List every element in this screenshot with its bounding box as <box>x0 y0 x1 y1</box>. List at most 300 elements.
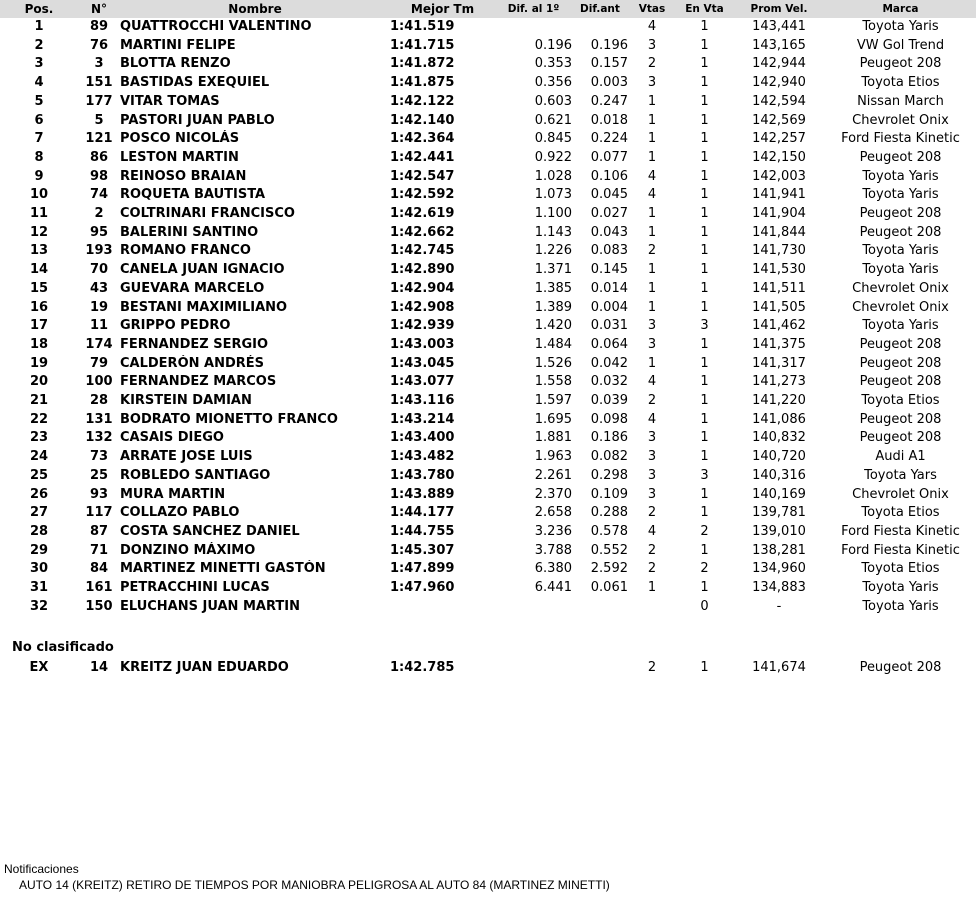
cell-name: CASAIS DIEGO <box>120 430 224 446</box>
cell-prom: 141,317 <box>752 355 806 371</box>
cell-vtas: 1 <box>647 149 657 165</box>
cell-envta: 1 <box>700 93 709 109</box>
cell-best: 1:43.780 <box>390 467 455 483</box>
cell-marca: Toyota Yaris <box>862 580 939 596</box>
cell-marca: Peugeot 208 <box>859 149 942 165</box>
unclassified-table <box>0 658 976 677</box>
cell-pos: 28 <box>29 523 49 539</box>
cell-prom: 141,505 <box>752 299 806 315</box>
cell-difant <box>572 18 628 37</box>
cell-dif1 <box>495 18 572 37</box>
cell-prom: 143,165 <box>752 37 806 53</box>
cell-difant: 0.224 <box>590 131 628 147</box>
table-row <box>0 186 976 205</box>
cell-prom: 141,220 <box>752 393 806 409</box>
cell-difant <box>572 658 628 677</box>
cell-pos: 23 <box>29 430 49 446</box>
notifications <box>4 861 610 893</box>
cell-prom: 141,674 <box>752 660 806 675</box>
cell-marca: Peugeot 208 <box>859 411 942 427</box>
cell-envta: 1 <box>700 430 709 446</box>
table-row <box>0 429 976 448</box>
cell-num: 89 <box>89 19 109 34</box>
cell-marca: Audi A1 <box>875 449 926 465</box>
cell-best: 1:43.116 <box>390 393 455 409</box>
cell-best: 1:43.045 <box>390 355 455 371</box>
cell-dif1 <box>495 658 572 677</box>
cell-prom: 141,904 <box>752 206 806 222</box>
cell-pos: 26 <box>29 486 49 502</box>
table-row <box>0 411 976 430</box>
cell-name: BASTIDAS EXEQUIEL <box>120 75 270 91</box>
cell-marca: Peugeot 208 <box>859 355 942 371</box>
cell-prom: 138,281 <box>752 542 806 558</box>
cell-marca: Ford Fiesta Kinetic <box>841 542 960 558</box>
cell-pos: 16 <box>29 299 49 315</box>
cell-prom: 139,781 <box>752 505 806 521</box>
cell-dif1: 1.963 <box>534 449 572 465</box>
cell-prom: 134,883 <box>752 580 806 596</box>
cell-difant: 0.043 <box>590 224 628 240</box>
cell-name: ROBLEDO SANTIAGO <box>120 467 271 483</box>
cell-dif1: 1.385 <box>534 280 572 296</box>
cell-best: 1:41.872 <box>390 56 455 72</box>
cell-name: COLLAZO PABLO <box>120 505 240 521</box>
table-row <box>0 467 976 486</box>
cell-envta: 1 <box>700 411 709 427</box>
cell-num: 76 <box>89 37 109 53</box>
cell-best: 1:42.547 <box>390 168 455 184</box>
cell-envta: 1 <box>700 262 709 278</box>
notifications-title: Notificaciones <box>4 862 79 876</box>
header-pos: Pos. <box>0 0 78 18</box>
cell-dif1: 0.603 <box>534 93 572 109</box>
cell-marca: Toyota Yaris <box>862 262 939 278</box>
cell-best: 1:43.889 <box>390 486 455 502</box>
cell-dif1: 1.597 <box>534 393 572 409</box>
unclassified-title: No clasificado <box>12 640 114 655</box>
cell-vtas: 3 <box>647 449 657 465</box>
cell-vtas: 1 <box>647 131 657 147</box>
cell-difant: 0.003 <box>590 75 628 91</box>
cell-envta: 1 <box>700 299 709 315</box>
cell-num: 131 <box>85 411 113 427</box>
cell-difant: 0.031 <box>590 318 628 334</box>
cell-best: 1:43.003 <box>390 336 455 352</box>
cell-marca: Ford Fiesta Kinetic <box>841 131 960 147</box>
cell-vtas: 3 <box>647 486 657 502</box>
cell-name: DONZINO MÁXIMO <box>120 542 256 558</box>
cell-envta: 1 <box>700 486 709 502</box>
cell-marca: Chevrolet Onix <box>852 299 949 315</box>
cell-num: 95 <box>89 224 109 240</box>
cell-difant: 0.098 <box>590 411 628 427</box>
cell-prom: 140,720 <box>752 449 806 465</box>
table-row <box>0 74 976 93</box>
cell-num: 28 <box>89 393 109 409</box>
cell-envta: 1 <box>700 336 709 352</box>
cell-prom: 143,441 <box>752 19 806 34</box>
cell-dif1 <box>495 598 572 617</box>
cell-pos: 5 <box>34 93 44 109</box>
cell-dif1: 3.236 <box>534 523 572 539</box>
table-row <box>0 504 976 523</box>
table-row <box>0 93 976 112</box>
cell-pos: 31 <box>29 580 49 596</box>
cell-pos: 13 <box>29 243 49 259</box>
cell-envta: 0 <box>700 598 709 614</box>
cell-best: 1:42.619 <box>390 206 455 222</box>
cell-vtas: 1 <box>647 262 657 278</box>
cell-difant: 0.014 <box>590 280 628 296</box>
cell-pos: 6 <box>34 112 44 128</box>
cell-prom: 142,940 <box>752 75 806 91</box>
cell-best: 1:42.662 <box>390 224 455 240</box>
cell-name: COLTRINARI FRANCISCO <box>120 206 295 222</box>
cell-marca: Peugeot 208 <box>859 224 942 240</box>
cell-envta: 2 <box>700 561 709 577</box>
cell-best: 1:42.785 <box>390 660 455 675</box>
cell-prom: 142,569 <box>752 112 806 128</box>
cell-envta: 1 <box>700 56 709 72</box>
table-row <box>0 280 976 299</box>
cell-difant: 0.018 <box>590 112 628 128</box>
cell-num: 177 <box>85 93 113 109</box>
table-row <box>0 392 976 411</box>
cell-difant: 0.061 <box>590 580 628 596</box>
table-row <box>0 55 976 74</box>
cell-num: 98 <box>89 168 109 184</box>
cell-vtas: 2 <box>647 505 657 521</box>
cell-vtas: 1 <box>647 299 657 315</box>
cell-name: LESTON MARTIN <box>120 149 239 165</box>
cell-difant: 0.247 <box>590 93 628 109</box>
cell-dif1: 0.845 <box>534 131 572 147</box>
cell-prom: 141,086 <box>752 411 806 427</box>
header-num: N° <box>78 0 120 18</box>
cell-vtas: 3 <box>647 430 657 446</box>
cell-prom: 140,169 <box>752 486 806 502</box>
table-row <box>0 149 976 168</box>
cell-num: 93 <box>89 486 109 502</box>
cell-difant: 0.083 <box>590 243 628 259</box>
cell-vtas: 4 <box>647 168 657 184</box>
cell-vtas: 2 <box>647 561 657 577</box>
cell-dif1: 1.371 <box>534 262 572 278</box>
cell-prom: 142,944 <box>752 56 806 72</box>
table-row <box>0 448 976 467</box>
unclassified-row <box>0 658 976 677</box>
cell-vtas: 3 <box>647 318 657 334</box>
cell-best: 1:41.715 <box>390 37 455 53</box>
cell-pos: 8 <box>34 149 44 165</box>
cell-num: 174 <box>85 336 113 352</box>
cell-prom: 142,594 <box>752 93 806 109</box>
cell-difant: 0.145 <box>590 262 628 278</box>
cell-vtas: 4 <box>647 187 657 203</box>
results-body <box>0 18 976 617</box>
cell-difant: 0.578 <box>590 523 628 539</box>
cell-dif1: 0.196 <box>534 37 572 53</box>
cell-envta: 1 <box>700 206 709 222</box>
cell-pos: 19 <box>29 355 49 371</box>
cell-prom: 141,462 <box>752 318 806 334</box>
cell-num: 86 <box>89 149 109 165</box>
cell-envta: 1 <box>700 542 709 558</box>
cell-name: ROQUETA BAUTISTA <box>120 187 266 203</box>
cell-name: COSTA SANCHEZ DANIEL <box>120 523 300 539</box>
table-row <box>0 130 976 149</box>
cell-prom: 140,316 <box>752 467 806 483</box>
cell-name: BALERINI SANTINO <box>120 224 259 240</box>
cell-envta: 1 <box>700 280 709 296</box>
cell-vtas: 2 <box>647 243 657 259</box>
cell-envta: 1 <box>700 37 709 53</box>
cell-envta: 1 <box>700 131 709 147</box>
cell-marca: Peugeot 208 <box>859 660 942 675</box>
cell-best: 1:42.140 <box>390 112 455 128</box>
cell-prom: 142,003 <box>752 168 806 184</box>
table-row <box>0 37 976 56</box>
cell-envta: 1 <box>700 19 709 34</box>
cell-num: 19 <box>89 299 109 315</box>
cell-pos: 18 <box>29 336 49 352</box>
cell-difant: 0.045 <box>590 187 628 203</box>
cell-difant: 0.042 <box>590 355 628 371</box>
cell-marca: Toyota Yaris <box>862 318 939 334</box>
cell-marca: Toyota Etios <box>861 561 940 577</box>
cell-num: 70 <box>89 262 109 278</box>
cell-envta: 1 <box>700 393 709 409</box>
cell-difant: 0.552 <box>590 542 628 558</box>
cell-vtas: 3 <box>647 467 657 483</box>
cell-envta: 1 <box>700 355 709 371</box>
cell-name: MURA MARTIN <box>120 486 226 502</box>
cell-best: 1:47.899 <box>390 561 455 577</box>
cell-num: 25 <box>89 467 109 483</box>
cell-best: 1:42.592 <box>390 187 455 203</box>
table-row <box>0 523 976 542</box>
cell-name: CANELA JUAN IGNACIO <box>120 262 285 278</box>
cell-prom: 141,844 <box>752 224 806 240</box>
cell-vtas: 2 <box>647 56 657 72</box>
cell-name: KIRSTEIN DAMIAN <box>120 393 252 409</box>
cell-marca: Toyota Yaris <box>862 168 939 184</box>
cell-dif1: 2.261 <box>534 467 572 483</box>
cell-difant: 0.186 <box>590 430 628 446</box>
cell-marca: Toyota Yaris <box>862 187 939 203</box>
cell-difant: 0.106 <box>590 168 628 184</box>
cell-dif1: 1.073 <box>534 187 572 203</box>
cell-num: 121 <box>85 131 113 147</box>
cell-best <box>390 598 495 617</box>
cell-name: MARTINI FELIPE <box>120 37 236 53</box>
cell-num: 117 <box>85 505 113 521</box>
table-row <box>0 336 976 355</box>
cell-marca: Peugeot 208 <box>859 56 942 72</box>
cell-name: GRIPPO PEDRO <box>120 318 231 334</box>
cell-marca: Chevrolet Onix <box>852 486 949 502</box>
cell-num: 132 <box>85 430 113 446</box>
table-row <box>0 560 976 579</box>
table-row <box>0 542 976 561</box>
cell-best: 1:43.400 <box>390 430 455 446</box>
cell-pos: 11 <box>29 206 49 222</box>
cell-prom: 142,257 <box>752 131 806 147</box>
cell-best: 1:43.077 <box>390 374 455 390</box>
cell-vtas: 2 <box>647 393 657 409</box>
cell-pos: 14 <box>29 262 49 278</box>
cell-best: 1:41.875 <box>390 75 455 91</box>
cell-vtas: 2 <box>647 542 657 558</box>
cell-vtas: 3 <box>647 37 657 53</box>
cell-marca: Peugeot 208 <box>859 374 942 390</box>
table-row <box>0 261 976 280</box>
cell-envta: 1 <box>700 112 709 128</box>
cell-difant: 0.077 <box>590 149 628 165</box>
cell-marca: Ford Fiesta Kinetic <box>841 523 960 539</box>
cell-best: 1:42.939 <box>390 318 455 334</box>
cell-dif1: 0.356 <box>534 75 572 91</box>
cell-marca: Peugeot 208 <box>859 336 942 352</box>
notification-text: AUTO 14 (KREITZ) RETIRO DE TIEMPOS POR MANIOBRA PELIGROSA AL AUTO 84 (MARTINEZ MINETTI) <box>19 878 610 892</box>
cell-vtas: 1 <box>647 206 657 222</box>
cell-pos: 27 <box>29 505 49 521</box>
cell-dif1: 1.100 <box>534 206 572 222</box>
cell-name: ELUCHANS JUAN MARTIN <box>120 598 300 614</box>
cell-best: 1:41.519 <box>390 19 455 34</box>
cell-best: 1:42.904 <box>390 280 455 296</box>
cell-num: 14 <box>89 660 109 675</box>
cell-envta: 1 <box>700 580 709 596</box>
cell-dif1: 1.420 <box>534 318 572 334</box>
cell-difant: 0.157 <box>590 56 628 72</box>
cell-difant <box>572 598 628 617</box>
cell-difant: 0.004 <box>590 299 628 315</box>
cell-pos: 24 <box>29 449 49 465</box>
cell-pos: 30 <box>29 561 49 577</box>
cell-vtas: 4 <box>647 523 657 539</box>
cell-num: 5 <box>94 112 104 128</box>
cell-pos: 25 <box>29 467 49 483</box>
table-row <box>0 355 976 374</box>
cell-name: KREITZ JUAN EDUARDO <box>120 660 289 675</box>
cell-best: 1:42.908 <box>390 299 455 315</box>
cell-pos: 15 <box>29 280 49 296</box>
cell-prom: 141,511 <box>752 280 806 296</box>
cell-difant: 0.298 <box>590 467 628 483</box>
cell-pos: EX <box>29 660 49 675</box>
cell-name: BLOTTA RENZO <box>120 56 231 72</box>
table-row <box>0 317 976 336</box>
cell-envta: 3 <box>700 318 709 334</box>
cell-envta: 2 <box>700 523 709 539</box>
table-row <box>0 598 976 617</box>
cell-vtas: 2 <box>647 660 657 675</box>
cell-envta: 1 <box>700 374 709 390</box>
header-prom: Prom Vel. <box>733 0 825 18</box>
cell-marca: Peugeot 208 <box>859 430 942 446</box>
cell-name: BESTANI MAXIMILIANO <box>120 299 288 315</box>
header-marca: Marca <box>825 0 976 18</box>
cell-marca: Toyota Yars <box>864 467 937 483</box>
cell-num: 100 <box>85 374 113 390</box>
cell-difant: 0.082 <box>590 449 628 465</box>
cell-marca: Toyota Etios <box>861 393 940 409</box>
cell-dif1: 0.353 <box>534 56 572 72</box>
cell-marca: Peugeot 208 <box>859 206 942 222</box>
cell-best: 1:45.307 <box>390 542 455 558</box>
cell-vtas: 3 <box>647 75 657 91</box>
cell-num: 3 <box>94 56 104 72</box>
cell-vtas <box>628 598 676 617</box>
cell-prom: 141,530 <box>752 262 806 278</box>
cell-vtas: 1 <box>647 224 657 240</box>
cell-envta: 1 <box>700 449 709 465</box>
cell-num: 151 <box>85 75 113 91</box>
cell-vtas: 1 <box>647 112 657 128</box>
cell-envta: 1 <box>700 168 709 184</box>
cell-dif1: 1.143 <box>534 224 572 240</box>
cell-best: 1:42.122 <box>390 93 455 109</box>
cell-envta: 1 <box>700 224 709 240</box>
cell-best: 1:42.441 <box>390 149 455 165</box>
table-row <box>0 299 976 318</box>
cell-num: 161 <box>85 580 113 596</box>
cell-pos: 3 <box>34 56 44 72</box>
table-row <box>0 486 976 505</box>
cell-marca: VW Gol Trend <box>856 37 945 53</box>
cell-difant: 0.027 <box>590 206 628 222</box>
cell-marca: Nissan March <box>857 93 944 109</box>
cell-pos: 17 <box>29 318 49 334</box>
cell-name: QUATTROCCHI VALENTINO <box>120 19 312 34</box>
cell-num: 71 <box>89 542 109 558</box>
cell-vtas: 1 <box>647 93 657 109</box>
header-envta: En Vta <box>676 0 733 18</box>
cell-dif1: 1.526 <box>534 355 572 371</box>
table-row <box>0 373 976 392</box>
table-row <box>0 224 976 243</box>
cell-envta: 1 <box>700 505 709 521</box>
cell-pos: 32 <box>29 598 49 614</box>
cell-name: PETRACCHINI LUCAS <box>120 580 270 596</box>
cell-marca: Chevrolet Onix <box>852 280 949 296</box>
cell-pos: 22 <box>29 411 49 427</box>
cell-dif1: 1.028 <box>534 168 572 184</box>
cell-name: ROMANO FRANCO <box>120 243 251 259</box>
cell-name: ARRATE JOSE LUIS <box>120 449 253 465</box>
cell-pos: 21 <box>29 393 49 409</box>
cell-envta: 1 <box>700 149 709 165</box>
cell-difant: 0.039 <box>590 393 628 409</box>
cell-name: CALDERÓN ANDRÉS <box>120 355 265 371</box>
cell-pos: 2 <box>34 37 44 53</box>
cell-prom: 142,150 <box>752 149 806 165</box>
cell-dif1: 1.484 <box>534 336 572 352</box>
header-dif1: Dif. al 1º <box>495 0 572 18</box>
cell-dif1: 2.658 <box>534 505 572 521</box>
cell-pos: 20 <box>29 374 49 390</box>
cell-prom: - <box>776 598 782 614</box>
cell-marca: Toyota Etios <box>861 505 940 521</box>
cell-difant: 2.592 <box>590 561 628 577</box>
cell-num: 11 <box>89 318 109 334</box>
cell-vtas: 4 <box>647 374 657 390</box>
cell-best: 1:43.214 <box>390 411 455 427</box>
cell-best: 1:44.177 <box>390 505 455 521</box>
cell-pos: 4 <box>34 75 44 91</box>
